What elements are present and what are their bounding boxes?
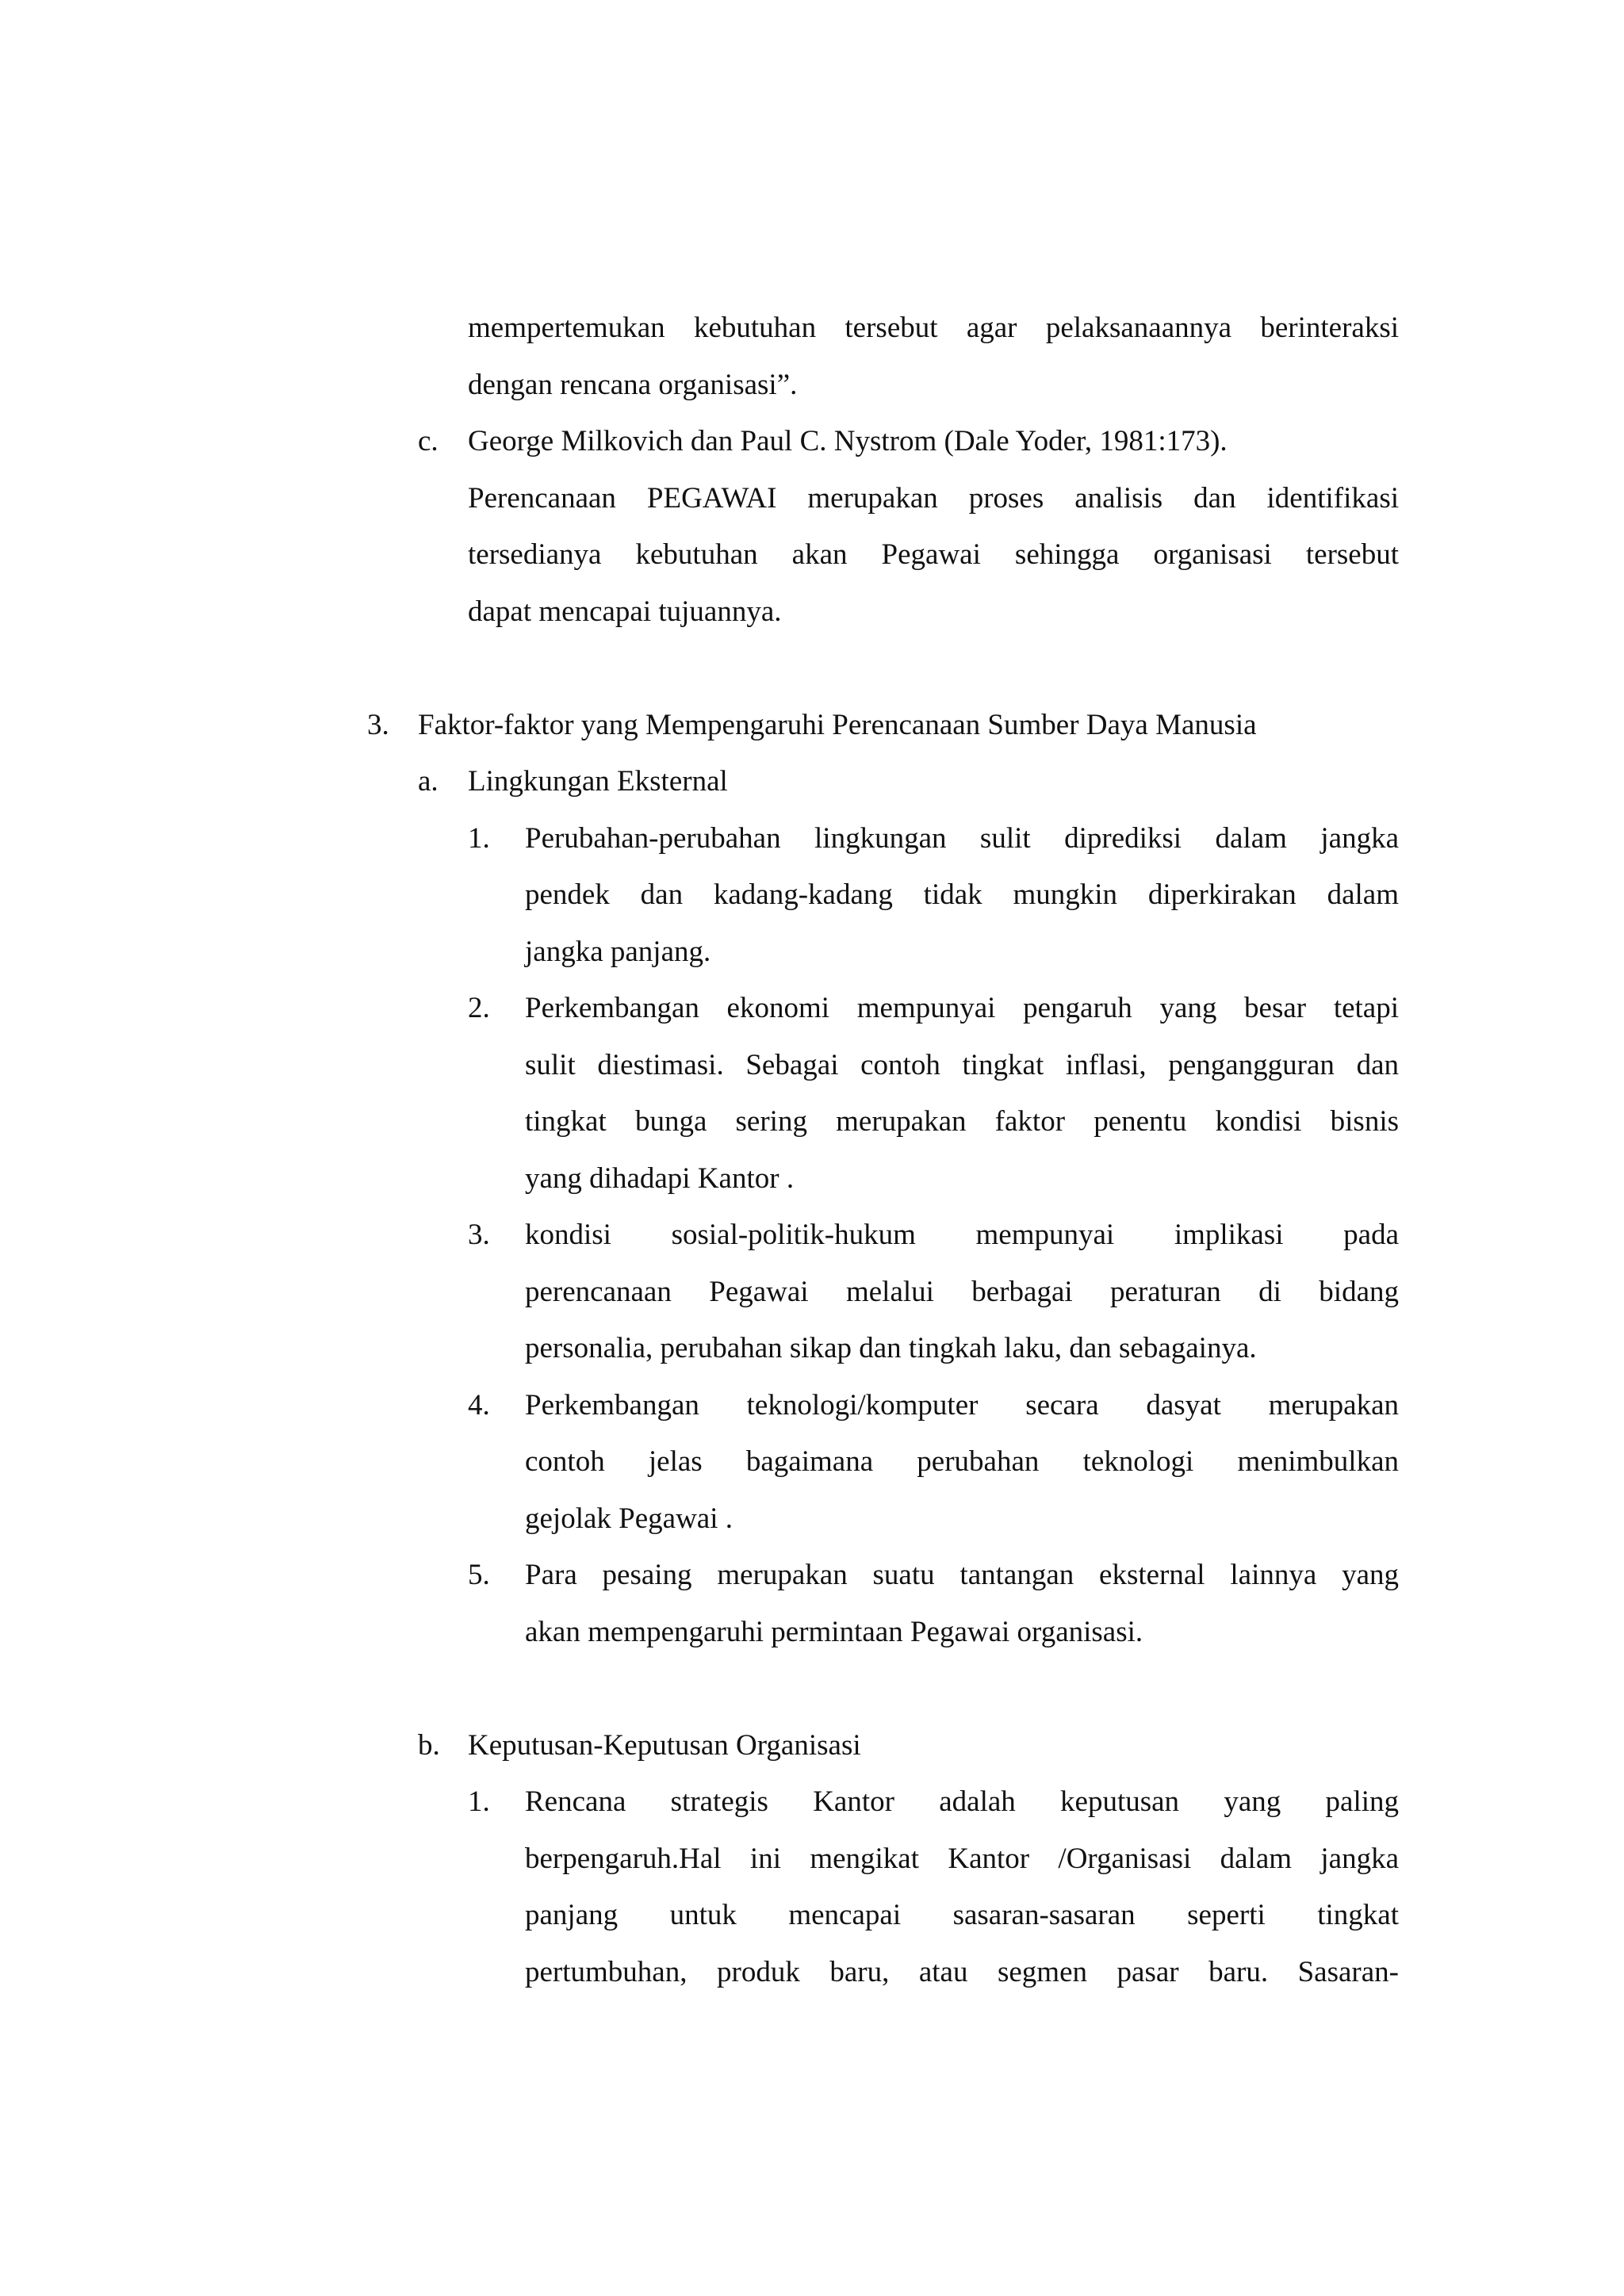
text-line: contoh jelas bagaimana perubahan teknologi menimbulkan [525,1445,1399,1478]
text-line: pertumbuhan, produk baru, atau segmen pasar baru. Sasaran- [525,1956,1399,1988]
text-line: tersedianya kebutuhan akan Pegawai sehingga organisasi tersebut [468,538,1399,571]
section-heading: Faktor-faktor yang Mempengaruhi Perencanaan Sumber Daya Manusia [418,709,1257,741]
text-line: gejolak Pegawai . [525,1502,733,1535]
list-marker: 1. [468,822,490,855]
list-marker: a. [418,765,439,798]
text-line: sulit diestimasi. Sebagai contoh tingkat inflasi, pengangguran dan [525,1049,1399,1081]
text-line: pendek dan kadang-kadang tidak mungkin diperkirakan dalam [525,878,1399,911]
text-line: yang dihadapi Kantor . [525,1162,795,1195]
text-line: Perencanaan PEGAWAI merupakan proses analisis dan identifikasi [468,482,1399,515]
list-marker: 5. [468,1559,490,1591]
text-line: dapat mencapai tujuannya. [468,595,782,628]
text-line: Para pesaing merupakan suatu tantangan eksternal lainnya yang [525,1559,1399,1591]
text-line: mempertemukan kebutuhan tersebut agar pelaksanaannya berinteraksi [468,312,1399,344]
text-line: akan mempengaruhi permintaan Pegawai organisasi. [525,1616,1143,1648]
text-line: Perkembangan teknologi/komputer secara dasyat merupakan [525,1389,1399,1422]
text-line: personalia, perubahan sikap dan tingkah laku, dan sebagainya. [525,1332,1257,1364]
subsection-heading: Lingkungan Eksternal [468,765,728,798]
subsection-heading: Keputusan-Keputusan Organisasi [468,1729,861,1762]
text-line: George Milkovich dan Paul C. Nystrom (Dale Yoder, 1981:173). [468,425,1228,457]
text-line: dengan rencana organisasi”. [468,369,798,401]
text-line: berpengaruh.Hal ini mengikat Kantor /Organisasi dalam jangka [525,1843,1399,1875]
text-line: perencanaan Pegawai melalui berbagai peraturan di bidang [525,1276,1399,1308]
text-line: panjang untuk mencapai sasaran-sasaran seperti tingkat [525,1899,1399,1931]
text-line: Perubahan-perubahan lingkungan sulit diprediksi dalam jangka [525,822,1399,855]
text-line: Perkembangan ekonomi mempunyai pengaruh yang besar tetapi [525,992,1399,1024]
list-marker: 1. [468,1785,490,1818]
text-line: jangka panjang. [525,936,711,968]
text-line: Rencana strategis Kantor adalah keputusan yang paling [525,1785,1399,1818]
list-marker: c. [418,425,439,457]
list-marker: b. [418,1729,440,1762]
list-marker: 2. [468,992,490,1024]
list-marker: 4. [468,1389,490,1422]
section-number: 3. [367,709,389,741]
text-line: kondisi sosial-politik-hukum mempunyai implikasi pada [525,1219,1399,1251]
text-line: tingkat bunga sering merupakan faktor penentu kondisi bisnis [525,1105,1399,1138]
list-marker: 3. [468,1219,490,1251]
